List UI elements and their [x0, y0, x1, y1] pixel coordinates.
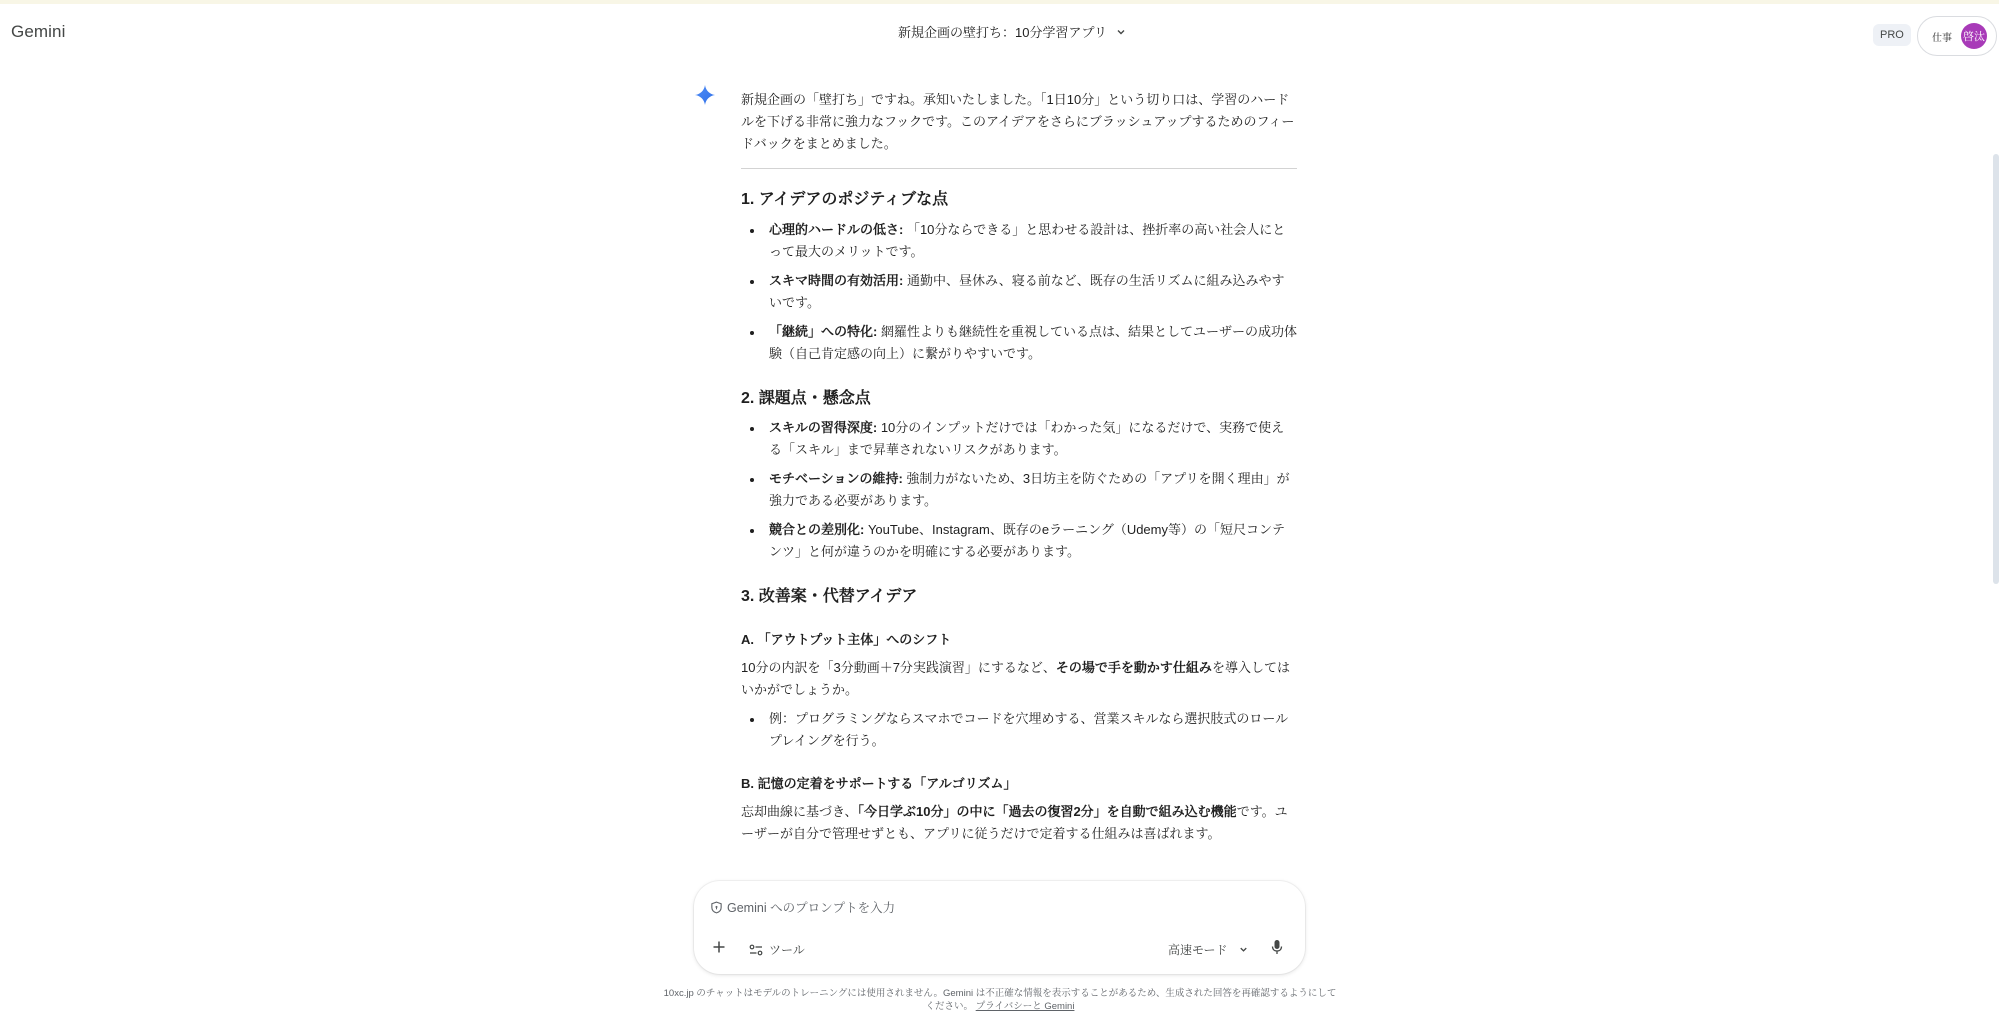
- list-item: 心理的ハードルの低さ: 「10分ならできる」と思わせる設計は、挫折率の高い社会人にとって最大のメリットです。: [769, 219, 1297, 263]
- conversation-title-dropdown[interactable]: [898, 22, 1127, 41]
- plus-icon: [712, 940, 726, 954]
- add-attachment-button[interactable]: [712, 940, 726, 954]
- list-item: スキルの習得深度: 10分のインプットだけでは「わかった気」になるだけで、実務で使える「スキル」まで昇華されないリスクがあります。: [769, 417, 1297, 461]
- subsection-heading: A. 「アウトプット主体」へのシフト: [741, 632, 952, 647]
- prompt-placeholder: Gemini へのプロンプトを入力: [727, 901, 896, 915]
- conversation-title: 新規企画の壁打ち：10分学習アプリ: [898, 25, 1107, 40]
- shield-icon: [710, 901, 723, 914]
- plan-badge[interactable]: PRO: [1873, 24, 1911, 46]
- paragraph: 忘却曲線に基づき、「今日学ぶ10分」の中に「過去の復習2分」を自動で組み込む機能です。ユーザーが自分で管理せずとも、アプリに従うだけで定着する仕組みは喜ばれます。: [741, 804, 1288, 841]
- chevron-down-icon: [1238, 944, 1249, 955]
- tools-label: ツール: [769, 943, 805, 957]
- prompt-input[interactable]: [710, 898, 895, 916]
- tools-icon: [749, 944, 763, 956]
- tools-button[interactable]: [749, 941, 805, 958]
- list-item: 例：プログラミングならスマホでコードを穴埋めする、営業スキルなら選択肢式のロールプレイングを行う。: [769, 708, 1297, 752]
- prompt-box[interactable]: [694, 881, 1305, 974]
- bullet-list: [741, 708, 1297, 752]
- account-switcher[interactable]: [1917, 16, 1997, 56]
- section-heading: 1. アイデアのポジティブな点: [741, 191, 949, 208]
- brand-logo[interactable]: Gemini: [11, 22, 66, 41]
- list-item: 競合との差別化: YouTube、Instagram、既存のeラーニング（Udemy等）の「短尺コンテンツ」と何が違うのかを明確にする必要があります。: [769, 519, 1297, 563]
- microphone-button[interactable]: [1271, 939, 1283, 955]
- disclaimer-text: 10xc.jp のチャットはモデルのトレーニングには使用されません。Gemini は不正確な情報を表示することがあるため、生成された回答を再確認するようにしてください。: [663, 988, 1337, 1012]
- subsection-heading: B. 記憶の定着をサポートする「アルゴリズム」: [741, 776, 1017, 791]
- paragraph: 10分の内訳を「3分動画＋7分実践演習」にするなど、その場で手を動かす仕組みを導入してはいかがでしょうか。: [741, 660, 1290, 697]
- avatar: 啓汰: [1961, 23, 1987, 49]
- bullet-list: [741, 219, 1297, 365]
- workspace-label: 仕事: [1932, 32, 1952, 44]
- app-header: [0, 4, 1999, 60]
- scrollbar-thumb[interactable]: [1993, 154, 1999, 584]
- gemini-spark-icon: [695, 85, 715, 105]
- bullet-list: [741, 417, 1297, 563]
- mode-selector[interactable]: [1168, 941, 1249, 958]
- response-content: [741, 89, 1297, 845]
- footer-disclaimer: [660, 987, 1340, 1013]
- privacy-link[interactable]: プライバシーと Gemini: [975, 1001, 1075, 1012]
- list-item: スキマ時間の有効活用: 通勤中、昼休み、寝る前など、既存の生活リズムに組み込みやすいです。: [769, 270, 1297, 314]
- section-heading: 3. 改善案・代替アイデア: [741, 588, 918, 605]
- microphone-icon: [1271, 939, 1283, 955]
- list-item: 「継続」への特化: 網羅性よりも継続性を重視している点は、結果としてユーザーの成功体験（自己肯定感の向上）に繋がりやすいです。: [769, 321, 1297, 365]
- mode-label: 高速モード: [1168, 943, 1228, 957]
- intro-paragraph: 新規企画の「壁打ち」ですね。承知いたしました。「1日10分」という切り口は、学習のハードルを下げる非常に強力なフックです。このアイデアをさらにブラッシュアップするためのフィードバックをまとめました。: [741, 92, 1295, 151]
- section-heading: 2. 課題点・懸念点: [741, 390, 871, 407]
- chevron-down-icon: [1115, 26, 1127, 38]
- divider: [741, 168, 1297, 169]
- list-item: モチベーションの維持: 強制力がないため、3日坊主を防ぐための「アプリを開く理由」が強力である必要があります。: [769, 468, 1297, 512]
